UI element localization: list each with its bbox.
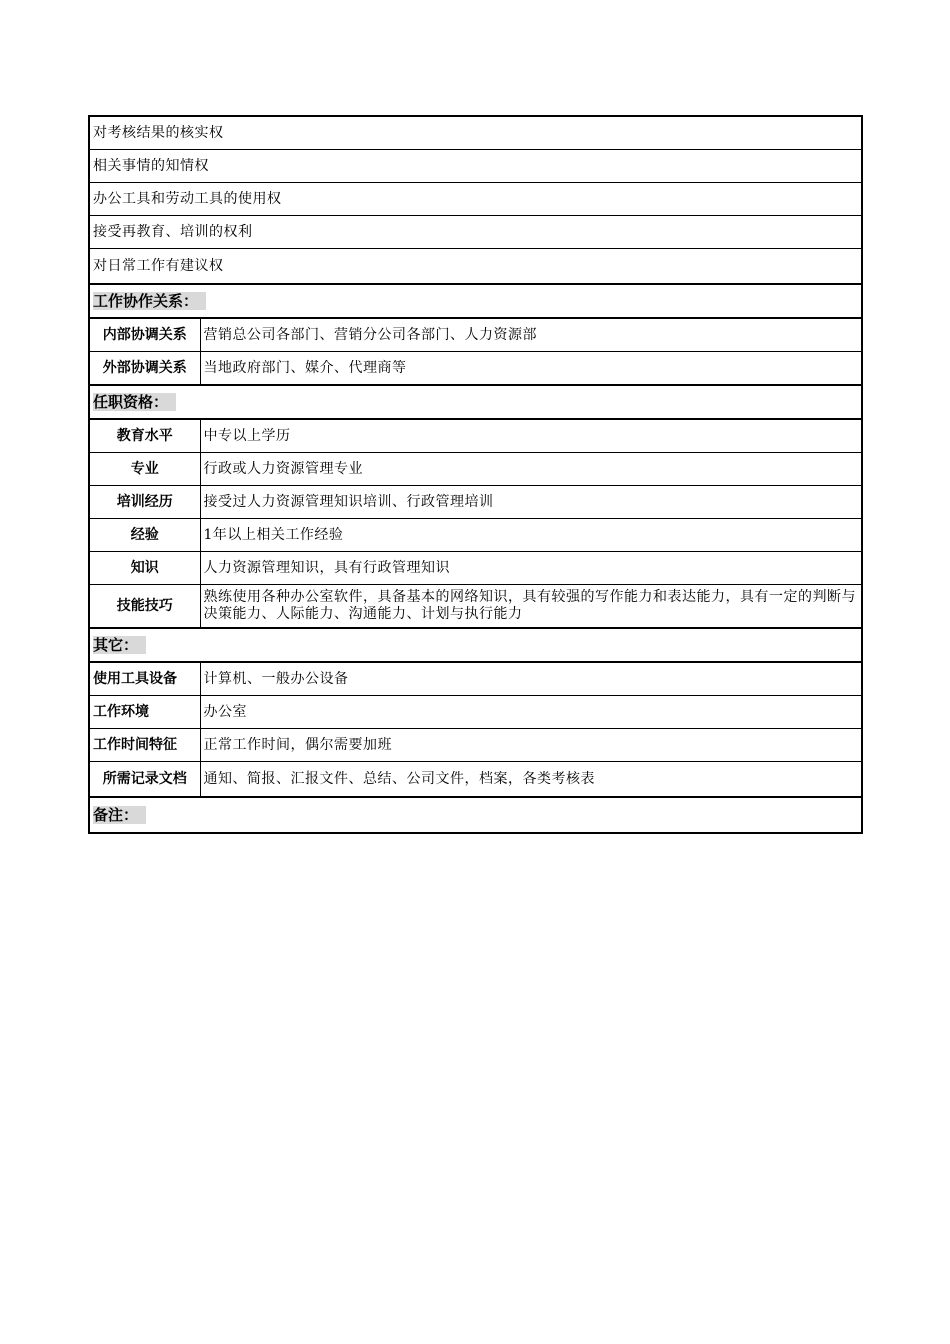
- field-label: 内部协调关系: [89, 318, 200, 352]
- field-value: 中专以上学历: [200, 419, 862, 453]
- field-label: 外部协调关系: [89, 352, 200, 386]
- field-label: 所需记录文档: [89, 762, 200, 798]
- field-value: 正常工作时间，偶尔需要加班: [200, 729, 862, 762]
- field-label: 工作时间特征: [89, 729, 200, 762]
- field-label: 培训经历: [89, 486, 200, 519]
- right-item: 对考核结果的核实权: [89, 116, 862, 150]
- rights-row: [89, 150, 862, 183]
- table-row: [89, 419, 862, 453]
- table-row: [89, 486, 862, 519]
- rights-row: [89, 249, 862, 285]
- table-row: [89, 552, 862, 585]
- field-label: 经验: [89, 519, 200, 552]
- table-row: [89, 318, 862, 352]
- table-row: [89, 352, 862, 386]
- field-value: 行政或人力资源管理专业: [200, 453, 862, 486]
- field-label: 工作环境: [89, 696, 200, 729]
- table-row: [89, 662, 862, 696]
- field-value: 1年以上相关工作经验: [200, 519, 862, 552]
- table-row: [89, 729, 862, 762]
- section-title: 任职资格：: [93, 393, 176, 411]
- field-value: 熟练使用各种办公室软件，具备基本的网络知识，具有较强的写作能力和表达能力，具有一定的判断与决策能力、人际能力、沟通能力、计划与执行能力: [200, 585, 862, 629]
- job-description-table: [88, 115, 863, 834]
- table-row: [89, 762, 862, 798]
- table-row: [89, 696, 862, 729]
- right-item: 相关事情的知情权: [89, 150, 862, 183]
- rights-row: [89, 183, 862, 216]
- table-row: [89, 585, 862, 629]
- section-title: 其它：: [93, 636, 146, 654]
- table-row: [89, 519, 862, 552]
- field-label: 专业: [89, 453, 200, 486]
- table-row: [89, 453, 862, 486]
- rights-row: [89, 216, 862, 249]
- field-label: 技能技巧: [89, 585, 200, 629]
- field-label: 知识: [89, 552, 200, 585]
- field-value: 计算机、一般办公设备: [200, 662, 862, 696]
- right-item: 接受再教育、培训的权利: [89, 216, 862, 249]
- right-item: 对日常工作有建议权: [89, 249, 862, 285]
- field-value: 办公室: [200, 696, 862, 729]
- remarks-section-header: [89, 797, 862, 833]
- field-value: 通知、简报、汇报文件、总结、公司文件，档案，各类考核表: [200, 762, 862, 798]
- qualifications-section-header: [89, 385, 862, 419]
- collaboration-section-header: [89, 284, 862, 318]
- section-title: 工作协作关系：: [93, 292, 206, 310]
- field-value: 当地政府部门、媒介、代理商等: [200, 352, 862, 386]
- field-label: 使用工具设备: [89, 662, 200, 696]
- right-item: 办公工具和劳动工具的使用权: [89, 183, 862, 216]
- field-value: 人力资源管理知识，具有行政管理知识: [200, 552, 862, 585]
- field-value: 接受过人力资源管理知识培训、行政管理培训: [200, 486, 862, 519]
- section-title: 备注：: [93, 806, 146, 824]
- rights-row: [89, 116, 862, 150]
- field-label: 教育水平: [89, 419, 200, 453]
- others-section-header: [89, 628, 862, 662]
- field-value: 营销总公司各部门、营销分公司各部门、人力资源部: [200, 318, 862, 352]
